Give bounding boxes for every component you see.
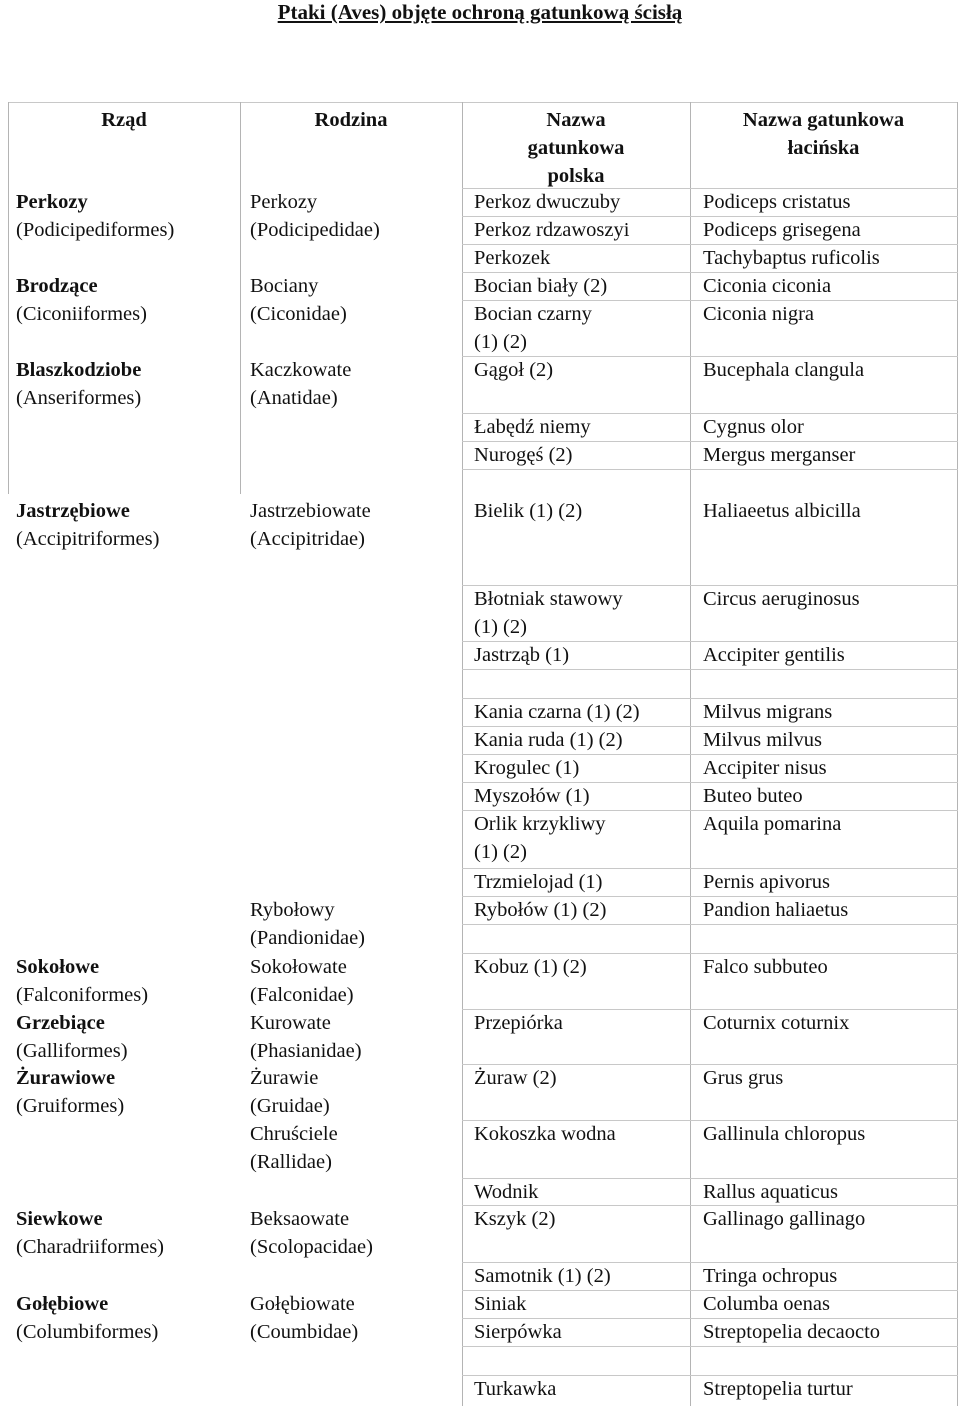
cell-rodzina: Sokołowate	[250, 956, 347, 978]
cell-lacinska: Milvus migrans	[703, 701, 833, 723]
cell-rzad: (Podicipediformes)	[16, 219, 175, 241]
cell-polska: Żuraw (2)	[474, 1067, 557, 1089]
cell-rodzina: Jastrzebiowate	[250, 500, 371, 522]
cell-lacinska: Rallus aquaticus	[703, 1181, 838, 1203]
table-row-line	[462, 924, 958, 925]
cell-polska: Wodnik	[474, 1181, 539, 1203]
cell-rzad: (Accipitriformes)	[16, 528, 160, 550]
cell-polska: Krogulec (1)	[474, 757, 580, 779]
header-nazwa-polska: Nazwa	[546, 109, 606, 131]
header-nazwa-lacinska: łacińska	[787, 137, 860, 159]
cell-polska: Przepiórka	[474, 1012, 563, 1034]
table-row-line	[462, 1346, 958, 1347]
cell-rzad: (Charadriiformes)	[16, 1236, 164, 1258]
cell-lacinska: Ciconia ciconia	[703, 275, 832, 297]
cell-lacinska: Bucephala clangula	[703, 359, 865, 381]
cell-rodzina: (Rallidae)	[250, 1151, 332, 1173]
cell-lacinska: Accipiter gentilis	[703, 644, 845, 666]
cell-polska: Nurogęś (2)	[474, 444, 573, 466]
cell-rodzina: Chruściele	[250, 1123, 338, 1145]
cell-rzad: Perkozy	[16, 191, 88, 213]
cell-rodzina: Beksaowate	[250, 1208, 350, 1230]
cell-polska: Błotniak stawowy	[474, 588, 623, 610]
cell-rodzina: (Podicipedidae)	[250, 219, 380, 241]
cell-lacinska: Tringa ochropus	[703, 1265, 838, 1287]
cell-rzad: Grzebiące	[16, 1012, 105, 1034]
cell-polska: Rybołów (1) (2)	[474, 899, 607, 921]
cell-lacinska: Milvus milvus	[703, 729, 823, 751]
cell-lacinska: Cygnus olor	[703, 416, 804, 438]
cell-polska: Turkawka	[474, 1378, 557, 1400]
cell-lacinska: Streptopelia decaocto	[703, 1321, 881, 1343]
header-nazwa-polska: gatunkowa	[527, 137, 625, 159]
cell-rodzina: (Falconidae)	[250, 984, 354, 1006]
cell-rodzina: Kaczkowate	[250, 359, 352, 381]
cell-polska: Bocian czarny	[474, 303, 592, 325]
cell-lacinska: Ciconia nigra	[703, 303, 815, 325]
cell-rzad: Gołębiowe	[16, 1293, 109, 1315]
cell-rzad: (Falconiformes)	[16, 984, 149, 1006]
cell-rzad: (Anseriformes)	[16, 387, 142, 409]
cell-lacinska: Buteo buteo	[703, 785, 803, 807]
header-rzad: Rząd	[101, 109, 147, 131]
cell-lacinska: Accipiter nisus	[703, 757, 827, 779]
cell-polska: Kokoszka wodna	[474, 1123, 616, 1145]
cell-polska: Perkozek	[474, 247, 551, 269]
cell-rodzina: (Pandionidae)	[250, 927, 365, 949]
cell-rzad: Jastrzębiowe	[16, 500, 130, 522]
cell-polska: (1) (2)	[474, 841, 527, 863]
cell-polska: Kobuz (1) (2)	[474, 956, 587, 978]
cell-rzad: (Galliformes)	[16, 1040, 128, 1062]
cell-rzad: (Columbiformes)	[16, 1321, 159, 1343]
cell-polska: Kszyk (2)	[474, 1208, 556, 1230]
cell-rodzina: (Coumbidae)	[250, 1321, 359, 1343]
cell-lacinska: Falco subbuteo	[703, 956, 828, 978]
cell-rodzina: (Phasianidae)	[250, 1040, 362, 1062]
cell-rzad: (Gruiformes)	[16, 1095, 125, 1117]
header-rodzina: Rodzina	[314, 109, 388, 131]
header-nazwa-lacinska: Nazwa gatunkowa	[742, 109, 905, 131]
cell-polska: Trzmielojad (1)	[474, 871, 603, 893]
cell-rzad: (Ciconiiformes)	[16, 303, 147, 325]
cell-lacinska: Aquila pomarina	[703, 813, 842, 835]
cell-polska: Gągoł (2)	[474, 359, 554, 381]
cell-polska: Kania czarna (1) (2)	[474, 701, 640, 723]
cell-rodzina: Kurowate	[250, 1012, 331, 1034]
cell-lacinska: Columba oenas	[703, 1293, 830, 1315]
cell-polska: Jastrząb (1)	[474, 644, 570, 666]
cell-polska: Perkoz rdzawoszyi	[474, 219, 630, 241]
cell-rodzina: Rybołowy	[250, 899, 335, 921]
table-border-top	[8, 102, 958, 103]
cell-polska: (1) (2)	[474, 616, 527, 638]
cell-lacinska: Gallinula chloropus	[703, 1123, 866, 1145]
cell-polska: Perkoz dwuczuby	[474, 191, 621, 213]
cell-rodzina: (Accipitridae)	[250, 528, 365, 550]
cell-polska: (1) (2)	[474, 331, 527, 353]
table-row-line	[462, 469, 958, 470]
cell-lacinska: Tachybaptus ruficolis	[703, 247, 880, 269]
cell-rodzina: (Gruidae)	[250, 1095, 330, 1117]
cell-rodzina: Bociany	[250, 275, 319, 297]
cell-lacinska: Grus grus	[703, 1067, 784, 1089]
cell-polska: Kania ruda (1) (2)	[474, 729, 623, 751]
cell-rzad: Żurawiowe	[16, 1067, 116, 1089]
cell-polska: Bocian biały (2)	[474, 275, 608, 297]
column-divider	[240, 102, 241, 494]
cell-lacinska: Haliaeetus albicilla	[703, 500, 861, 522]
cell-rodzina: (Ciconidae)	[250, 303, 347, 325]
cell-lacinska: Streptopelia turtur	[703, 1378, 853, 1400]
cell-polska: Sierpówka	[474, 1321, 562, 1343]
cell-rzad: Blaszkodziobe	[16, 359, 142, 381]
cell-polska: Myszołów (1)	[474, 785, 590, 807]
cell-rzad: Siewkowe	[16, 1208, 103, 1230]
table-row-line	[462, 669, 958, 670]
page-title: Ptaki (Aves) objęte ochroną gatunkową ścisłą	[277, 0, 683, 24]
cell-rodzina: Gołębiowate	[250, 1293, 355, 1315]
cell-lacinska: Podiceps cristatus	[703, 191, 851, 213]
header-nazwa-polska: polska	[547, 165, 605, 187]
cell-lacinska: Circus aeruginosus	[703, 588, 860, 610]
table-border-left	[8, 102, 9, 494]
cell-lacinska: Pandion haliaetus	[703, 899, 849, 921]
cell-polska: Siniak	[474, 1293, 527, 1315]
cell-polska: Samotnik (1) (2)	[474, 1265, 611, 1287]
cell-lacinska: Mergus merganser	[703, 444, 856, 466]
cell-lacinska: Gallinago gallinago	[703, 1208, 866, 1230]
cell-rzad: Brodzące	[16, 275, 98, 297]
cell-rzad: Sokołowe	[16, 956, 100, 978]
cell-lacinska: Coturnix coturnix	[703, 1012, 850, 1034]
cell-rodzina: (Scolopacidae)	[250, 1236, 373, 1258]
cell-rodzina: (Anatidae)	[250, 387, 338, 409]
cell-rodzina: Perkozy	[250, 191, 318, 213]
cell-polska: Bielik (1) (2)	[474, 500, 583, 522]
cell-lacinska: Podiceps grisegena	[703, 219, 861, 241]
cell-lacinska: Pernis apivorus	[703, 871, 830, 893]
cell-rodzina: Żurawie	[250, 1067, 319, 1089]
cell-polska: Łabędź niemy	[474, 416, 591, 438]
cell-polska: Orlik krzykliwy	[474, 813, 606, 835]
